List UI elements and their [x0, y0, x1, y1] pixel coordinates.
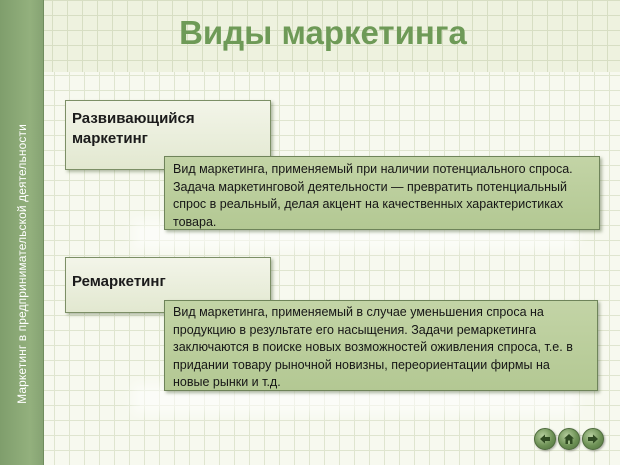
forward-arrow-icon [587, 433, 599, 445]
term-label: Ремаркетинг [72, 273, 166, 290]
sidebar-caption: Маркетинг в предпринимательской деятельности [15, 124, 29, 404]
slide-title: Виды маркетинга [179, 14, 467, 51]
description-box-remarketing [164, 300, 598, 391]
term-label: Развивающийся маркетинг [72, 110, 195, 147]
description-text: Вид маркетинга, применяемый при наличии потенциального спроса. Задача маркетинговой деятельности — превратить потенциальный спрос в реальный, делая акцент на качественных характеристиках товара. [173, 162, 573, 229]
back-arrow-icon [539, 433, 551, 445]
description-box-developing-marketing [164, 156, 600, 230]
highlight-glow [140, 392, 570, 406]
forward-button[interactable] [582, 428, 604, 450]
sidebar [0, 0, 44, 465]
home-icon [563, 433, 575, 445]
description-text: Вид маркетинга, применяемый в случае уменьшения спроса на продукцию в результате его насыщения. Задачи ремаркетинга заключаются в поиске новых возможностей оживления спроса, т.е. в придании товару рыночной новизны, переориентации фирмы на новые рынки и т.д. [173, 305, 573, 389]
home-button[interactable] [558, 428, 580, 450]
back-button[interactable] [534, 428, 556, 450]
